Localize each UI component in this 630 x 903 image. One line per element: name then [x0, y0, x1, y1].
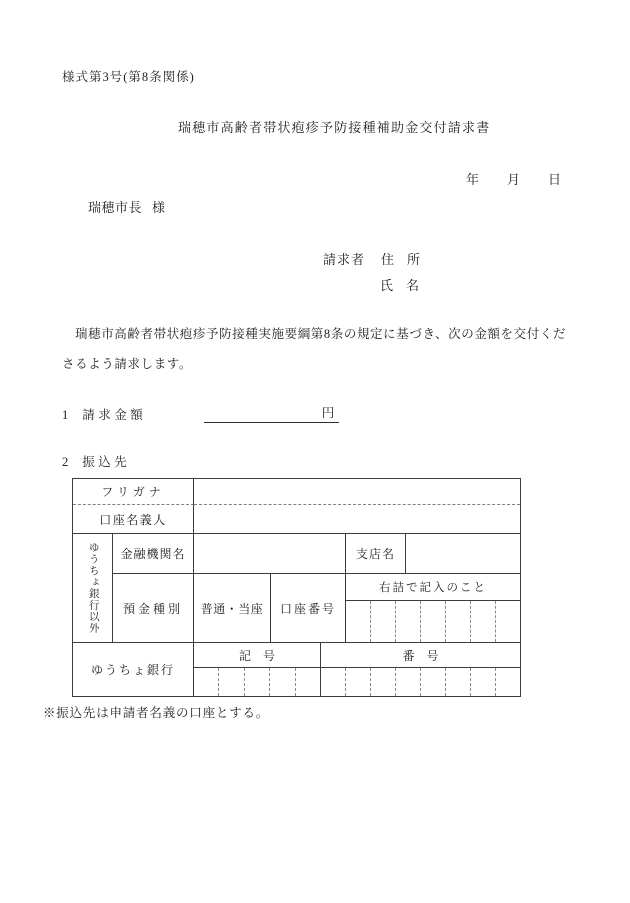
digit-box — [321, 668, 345, 696]
digit-box — [395, 668, 420, 696]
body-text-line2: さるよう請求します。 — [62, 357, 193, 371]
claimant-name-label: 氏 名 — [380, 278, 420, 293]
deposit-type-label-cell: 預金種別 — [113, 574, 194, 643]
yucho-bank-label-cell: ゆうちょ銀行 — [73, 643, 194, 696]
date-line — [466, 169, 561, 188]
deposit-type-options-cell: 普通・当座 — [194, 574, 271, 643]
digit-box — [346, 601, 370, 642]
digit-box — [244, 668, 269, 696]
date-month-label: 月 — [507, 172, 521, 187]
account-number-label-cell: 口座番号 — [271, 574, 346, 643]
digit-box — [269, 668, 294, 696]
addressee-honorific: 様 — [152, 200, 166, 215]
account-holder-label-cell: 口座名義人 — [73, 505, 194, 534]
digit-box — [218, 668, 243, 696]
furigana-label-cell: フリガナ — [73, 479, 194, 505]
digit-box — [370, 601, 395, 642]
form-number: 様式第3号(第8条関係) — [62, 70, 195, 84]
non-yucho-section-label-cell — [73, 534, 113, 643]
non-yucho-vertical-label: ゆうちょ銀行以外 — [87, 542, 99, 634]
date-year-label: 年 — [466, 172, 480, 187]
digit-box — [194, 668, 218, 696]
claimant-address-row — [323, 249, 420, 268]
furigana-value-cell — [194, 479, 520, 505]
addressee-line — [88, 197, 166, 216]
digit-box — [395, 601, 420, 642]
digit-box — [470, 668, 495, 696]
digit-box — [495, 668, 520, 696]
yucho-symbol-header-cell: 記 号 — [194, 643, 321, 668]
transfer-number: 2 — [62, 455, 69, 469]
digit-box — [370, 668, 395, 696]
claim-amount-blank-line — [204, 403, 339, 423]
addressee-name: 瑞穂市長 — [88, 200, 143, 215]
account-number-digits-cell — [346, 601, 520, 643]
digit-box — [445, 601, 470, 642]
account-holder-value-cell — [194, 505, 520, 534]
bank-name-value-cell — [194, 534, 346, 574]
right-align-note-cell: 右詰で記入のこと — [346, 574, 520, 601]
claim-amount-label: 請求金額 — [82, 408, 147, 422]
yucho-symbol-digits-cell — [194, 668, 321, 696]
claimant-name-row — [380, 275, 419, 294]
page-title: 瑞穂市高齢者帯状疱疹予防接種補助金交付請求書 — [178, 120, 491, 135]
yucho-symbol-digit-boxes — [194, 668, 320, 696]
account-number-digit-boxes — [346, 601, 520, 642]
digit-box — [495, 601, 520, 642]
digit-box — [445, 668, 470, 696]
digit-box — [470, 601, 495, 642]
body-text-line1: 瑞穂市高齢者帯状疱疹予防接種実施要綱第8条の規定に基づき、次の金額を交付くだ — [75, 327, 567, 341]
yucho-number-header-cell: 番 号 — [321, 643, 520, 668]
claimant-address-label: 住 所 — [381, 252, 421, 267]
digit-box — [420, 601, 445, 642]
claimant-label: 請求者 — [323, 252, 366, 267]
transfer-destination-row — [62, 452, 130, 470]
footnote: ※振込先は申請者名義の口座とする。 — [43, 706, 270, 720]
branch-label-cell: 支店名 — [346, 534, 406, 574]
digit-box — [345, 668, 370, 696]
bank-account-table — [72, 478, 521, 697]
branch-value-cell — [406, 534, 520, 574]
yucho-number-digit-boxes — [321, 668, 520, 696]
yen-unit-label: 円 — [321, 406, 335, 420]
yucho-number-digits-cell — [321, 668, 520, 696]
claim-amount-number: 1 — [62, 408, 69, 422]
transfer-label: 振込先 — [82, 455, 131, 469]
date-day-label: 日 — [548, 172, 562, 187]
claim-amount-row — [62, 403, 339, 423]
digit-box — [420, 668, 445, 696]
bank-name-label-cell: 金融機関名 — [113, 534, 194, 574]
digit-box — [295, 668, 320, 696]
